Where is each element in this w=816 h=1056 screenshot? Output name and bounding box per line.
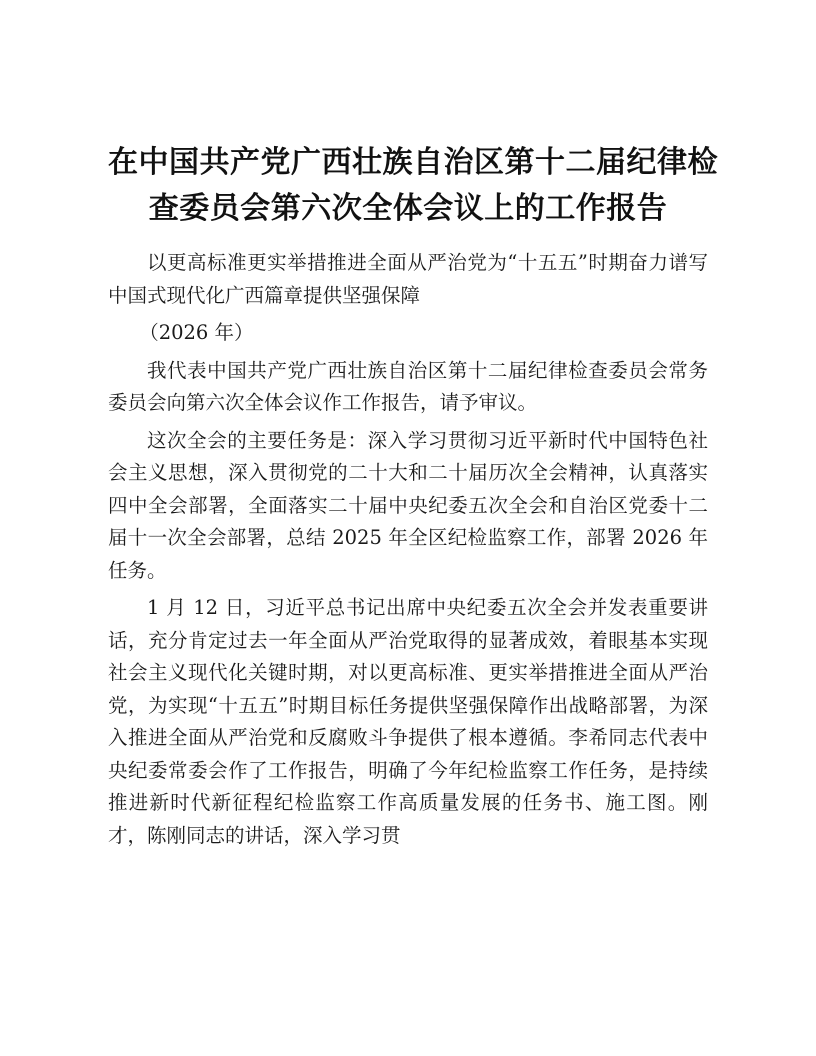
subtitle-paragraph: 以更高标准更实举措推进全面从严治党为“十五五”时期奋力谱写中国式现代化广西篇章提供坚强保障 [108,251,708,307]
body-paragraph: 1 月 12 日，习近平总书记出席中央纪委五次全会并发表重要讲话，充分肯定过去一年全面从严治党取得的显著成效，着眼基本实现社会主义现代化关键时期，对以更高标准、更实举措推进全面从严治党，为实现“十五五”时期目标任务提供坚强保障作出战略部署，为深入推进全面从严治党和反腐败斗争提供了根本遵循。李希同志代表中央纪委常委会作了工作报告，明确了今年纪检监察工作任务，是持续推进新时代新征程纪检监察工作高质量发展的任务书、施工图。刚才，陈刚同志的讲话，深入学习贯 [108,596,708,847]
body-paragraph: 这次全会的主要任务是：深入学习贯彻习近平新时代中国特色社会主义思想，深入贯彻党的二十大和二十届历次全会精神，认真落实四中全会部署，全面落实二十届中央纪委五次全会和自治区党委十二届十一次全会部署，总结 2025 年全区纪检监察工作，部署 2026 年任务。 [108,428,708,582]
document-body [108,247,708,857]
body-paragraph: 我代表中国共产党广西壮族自治区第十二届纪律检查委员会常务委员会向第六次全体会议作工作报告，请予审议。 [108,358,708,414]
report-year: （2026 年） [139,321,254,344]
title-line-1: 在中国共产党广西壮族自治区第十二届纪律检 [108,145,718,180]
title-line-2: 查委员会第六次全体会议上的工作报告 [148,191,668,226]
document-title [108,140,718,232]
